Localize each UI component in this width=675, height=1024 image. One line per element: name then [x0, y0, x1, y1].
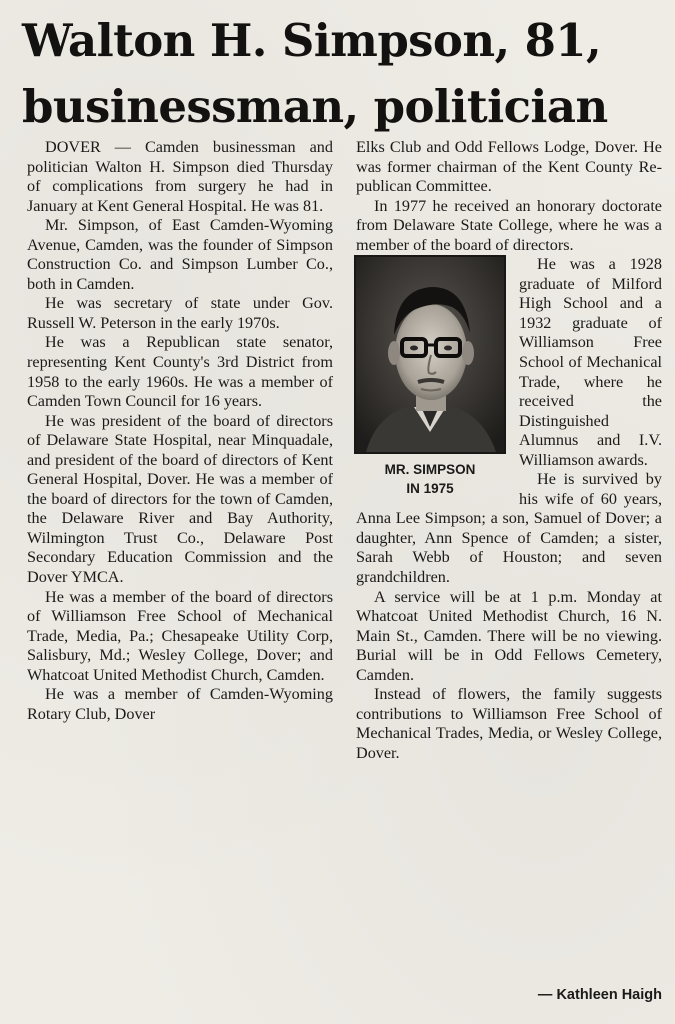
caption-line-2: IN 1975 [406, 481, 454, 497]
portrait-image [356, 257, 504, 452]
headline-line-2: businessman, politician [22, 80, 608, 133]
paragraph: He was a Republican state senator, representing Kent County's 3rd District from 1958 to the early 1960s. He was a member of Camden Town Council for 16 years. [27, 333, 333, 411]
caption-line-1: MR. SIMPSON [384, 462, 476, 478]
paragraph: Instead of flowers, the family suggests contributions to Williamson Free School of Mechanical Trades, Media, or Wesley College, Dover. [356, 685, 662, 762]
photo-block [354, 255, 506, 498]
paragraph: He was president of the board of directors of Delaware State Hospital, near Minquadale, and president of the board of directors of Kent General Hospital, Dover. He was a member of the board of directors for the town of Camden, the Delaware River and Bay Authority, Wilmington Trust Co., Delaware Post Secondary Education Commission and the Dover YMCA. [27, 411, 333, 587]
paragraph: A service will be at 1 p.m. Monday at Whatcoat United Methodist Church, 16 N. Main St., Camden. There will be no viewing. Burial will be in Odd Fellows Cemetery, Camden. [356, 587, 662, 684]
paragraph: Elks Club and Odd Fellows Lodge, Dover. He was former chairman of the Kent County Republican Committee. [356, 138, 662, 196]
portrait-photo [354, 255, 506, 454]
paragraph: He was a member of Camden-Wyoming Rotary Club, Dover [27, 685, 333, 723]
left-column [27, 138, 333, 724]
paragraph: He is survived by his wife of 60 years, Anna Lee Simpson; a son, Samuel of Dover; a daughter, Ann Spence of Camden; a sister, Sarah Webb of Houston; and seven grandchildren. [356, 470, 662, 587]
byline: — Kathleen Haigh [537, 987, 662, 1003]
paragraph-lead: DOVER — Camden businessman and politician Walton H. Simpson died Thursday of complications from surgery he had in January at Kent General Hospital. He was 81. [27, 138, 333, 215]
headline-line-1: Walton H. Simpson, 81, [22, 14, 602, 67]
photo-caption [354, 460, 506, 498]
paragraph: In 1977 he received an honorary doctorate from Delaware State College, where he was a member of the board of directors. [356, 196, 662, 254]
paragraph: Mr. Simpson, of East Camden-Wyoming Avenue, Camden, was the founder of Simpson Construction Co. and Simpson Lumber Co., both in Camden. [27, 216, 333, 293]
paragraph: He was secretary of state under Gov. Russell W. Peterson in the early 1970s. [27, 294, 333, 332]
right-column [356, 138, 662, 764]
paragraph: He was a 1928 graduate of Milford High School and a 1932 graduate of Williamson Free School of Mechanical Trade, where he received the Distinguished Alumnus and I.V. Williamson awards. [519, 255, 662, 469]
paragraph: He was a member of the board of directors of Williamson Free School of Mechanical Trade, Media, Pa.; Chesapeake Utility Corp, Salisbury, Md.; Wesley College, Dover; and Whatcoat United Methodist Church, Camden. [27, 587, 333, 684]
headline [22, 8, 667, 140]
